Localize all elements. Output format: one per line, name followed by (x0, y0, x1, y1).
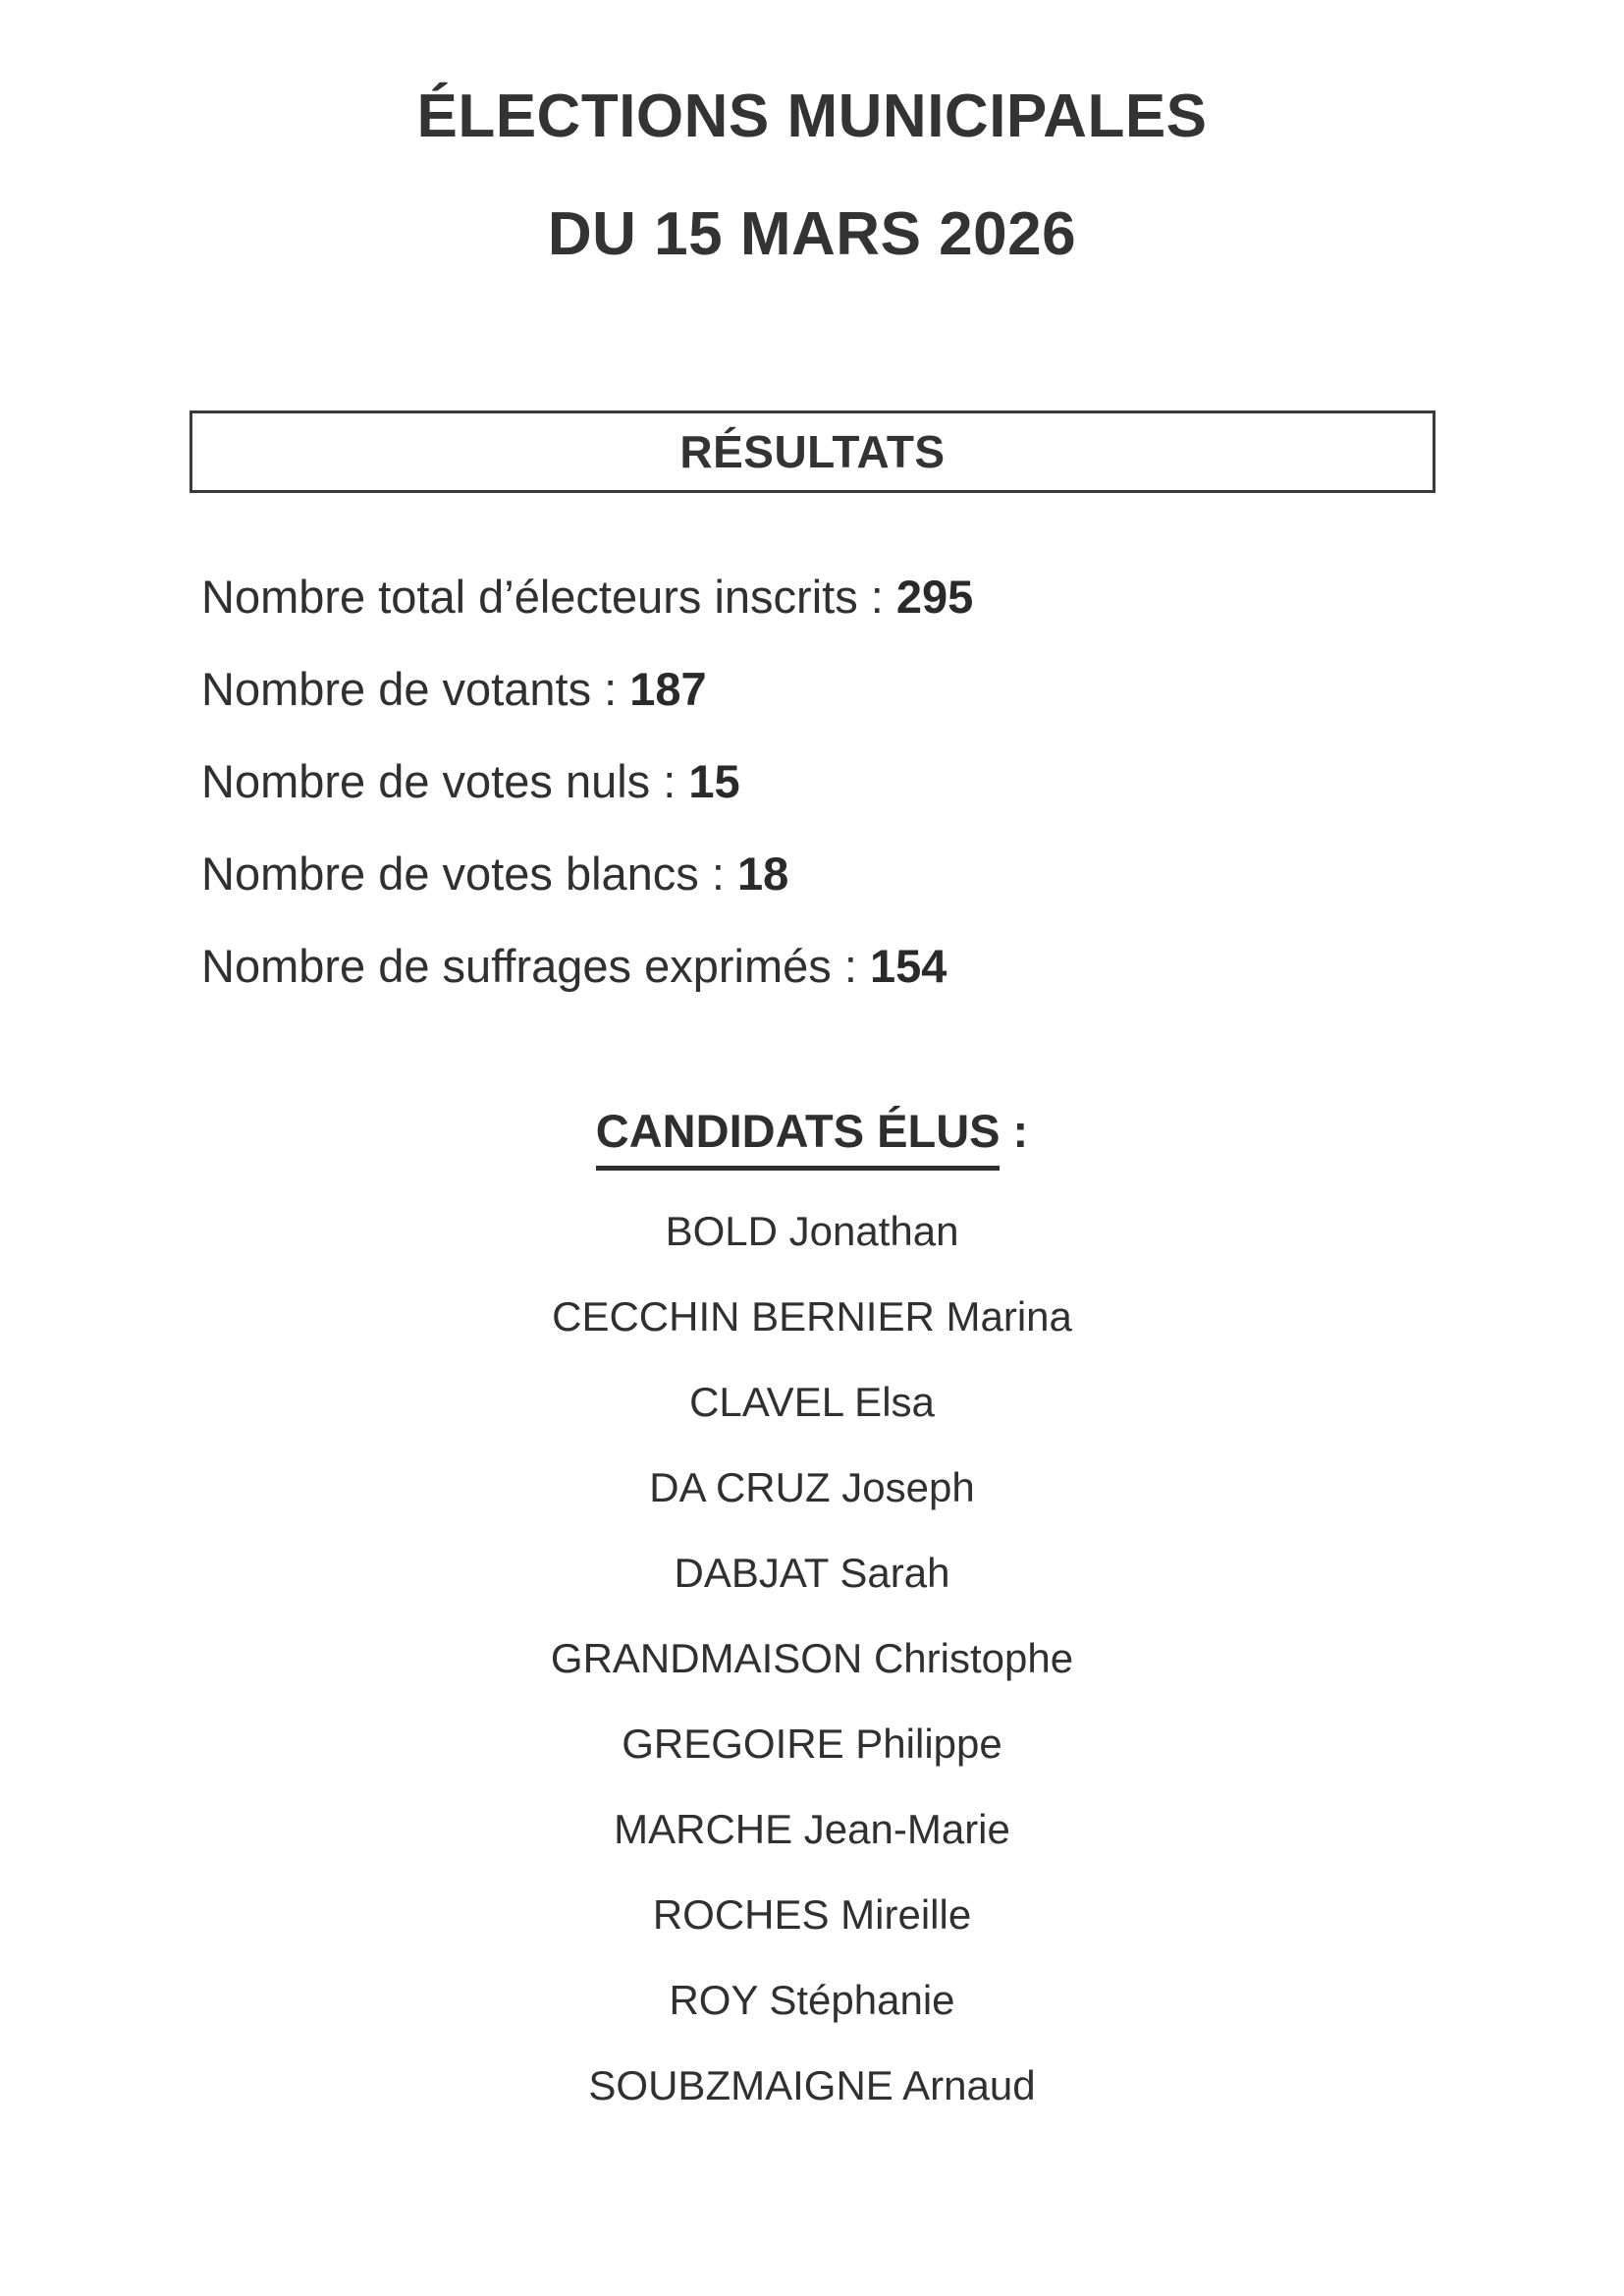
stat-separator: : (650, 754, 689, 807)
candidates-heading-text: CANDIDATS ÉLUS (596, 1104, 1001, 1171)
candidate-name: BOLD Jonathan (665, 1207, 959, 1254)
candidate-name: GREGOIRE Philippe (622, 1720, 1002, 1767)
stat-separator: : (857, 570, 896, 623)
candidate-name: GRANDMAISON Christophe (550, 1634, 1074, 1681)
title-line-2: DU 15 MARS 2026 (547, 200, 1077, 268)
stat-separator: : (831, 939, 870, 992)
stat-row-voters (201, 642, 1526, 735)
stat-label: Nombre de votes blancs (201, 847, 699, 900)
candidate-name: DABJAT Sarah (674, 1549, 950, 1596)
candidate-name: ROY Stéphanie (669, 1976, 955, 2023)
stat-value: 15 (688, 754, 740, 807)
stat-label: Nombre total d’électeurs inscrits (201, 570, 858, 623)
results-header-box (189, 410, 1435, 493)
candidate-name: CLAVEL Elsa (689, 1378, 935, 1425)
stat-label: Nombre de suffrages exprimés (201, 939, 832, 992)
stat-row-expressed-votes (201, 919, 1526, 1011)
stat-row-blank-votes (201, 827, 1526, 919)
stat-label: Nombre de votants (201, 662, 592, 715)
candidate-name: CECCHIN BERNIER Marina (552, 1292, 1072, 1339)
stat-label: Nombre de votes nuls (201, 754, 651, 807)
stats-list (201, 550, 1526, 1011)
candidate-name: SOUBZMAIGNE Arnaud (588, 2061, 1036, 2108)
results-header-label: RÉSULTATS (679, 426, 946, 477)
stat-row-null-votes (201, 735, 1526, 827)
stat-value: 295 (895, 570, 974, 623)
stat-value: 18 (737, 847, 789, 900)
candidates-heading (0, 1104, 1624, 1171)
candidates-list (0, 1188, 1624, 2128)
candidates-heading-colon: : (1000, 1105, 1029, 1157)
candidate-name: ROCHES Mireille (652, 1890, 972, 1938)
document-title-block (0, 82, 1624, 268)
title-line-1: ÉLECTIONS MUNICIPALES (416, 82, 1208, 150)
stat-separator: : (698, 847, 737, 900)
candidate-name: MARCHE Jean-Marie (614, 1805, 1010, 1852)
stat-value: 154 (869, 939, 947, 992)
stat-value: 187 (629, 662, 707, 715)
candidate-name: DA CRUZ Joseph (649, 1463, 975, 1510)
stat-row-registered-voters (201, 550, 1526, 642)
stat-separator: : (591, 662, 630, 715)
